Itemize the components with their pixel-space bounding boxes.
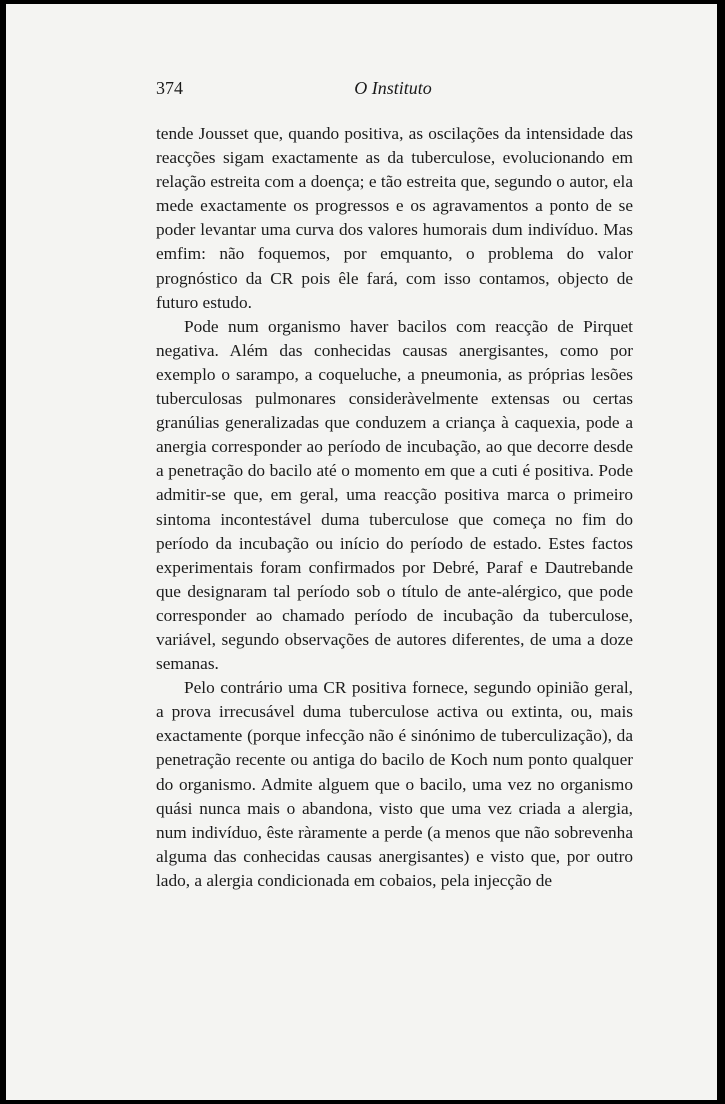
paragraph-pirquet: Pode num organismo haver bacilos com reacção de Pirquet negativa. Além das conhecidas causas anergisantes, como por exemplo o sarampo, a coqueluche, a pneumonia, as próprias lesões tuberculosas pulmonares consideràvelmente extensas ou certas granúlias generalizadas que conduzem a criança à caquexia, pode a anergia corresponder ao período de incubação, ao que decorre desde a penetração do bacilo até o momento em que a cuti é positiva. Pode admitir-se que, em geral, uma reacção positiva marca o primeiro sintoma incontestável duma tuberculose que começa no fim do período da incubação ou início do período de estado. Estes factos experimentais foram confirmados por Debré, Paraf e Dautrebande que designaram tal período sob o título de ante-alérgico, que pode corresponder ao chamado período de incubação da tuberculose, variável, segundo observações de autores diferentes, de uma a doze semanas.	[156, 316, 633, 674]
paragraph-cr-positiva: Pelo contrário uma CR positiva fornece, segundo opinião geral, a prova irrecusável duma tuberculose activa ou extinta, ou, mais exactamente (porque infecção não é sinónimo de tuberculização), da penetração recente ou antiga do bacilo de Koch num ponto qualquer do organismo. Admite alguem que o bacilo, uma vez no organismo quási nunca mais o abandona, visto que uma vez criada a alergia, num indivíduo, êste ràramente a perde (a menos que não sobrevenha alguma das conhecidas causas anergisantes) e visto que, por outro lado, a alergia condicionada em cobaios, pela injecção de	[156, 678, 633, 890]
page-header	[154, 78, 632, 104]
paragraph-continuation: tende Jousset que, quando positiva, as oscilações da intensidade das reacções sigam exactamente as da tuberculose, evolucionando em relação estreita com a doença; e tão estreita que, segundo o autor, ela mede exactamente os progressos e os agravamentos a ponto de se poder levantar uma curva dos valores humorais dum indivíduo. Mas emfim: não foquemos, por emquanto, o problema do valor prognóstico da CR pois êle fará, com isso contamos, objecto de futuro estudo.	[156, 124, 633, 312]
scanned-page	[6, 4, 717, 1100]
body-text	[156, 122, 633, 893]
page-number: 374	[156, 78, 183, 98]
running-title: O Instituto	[354, 78, 432, 98]
